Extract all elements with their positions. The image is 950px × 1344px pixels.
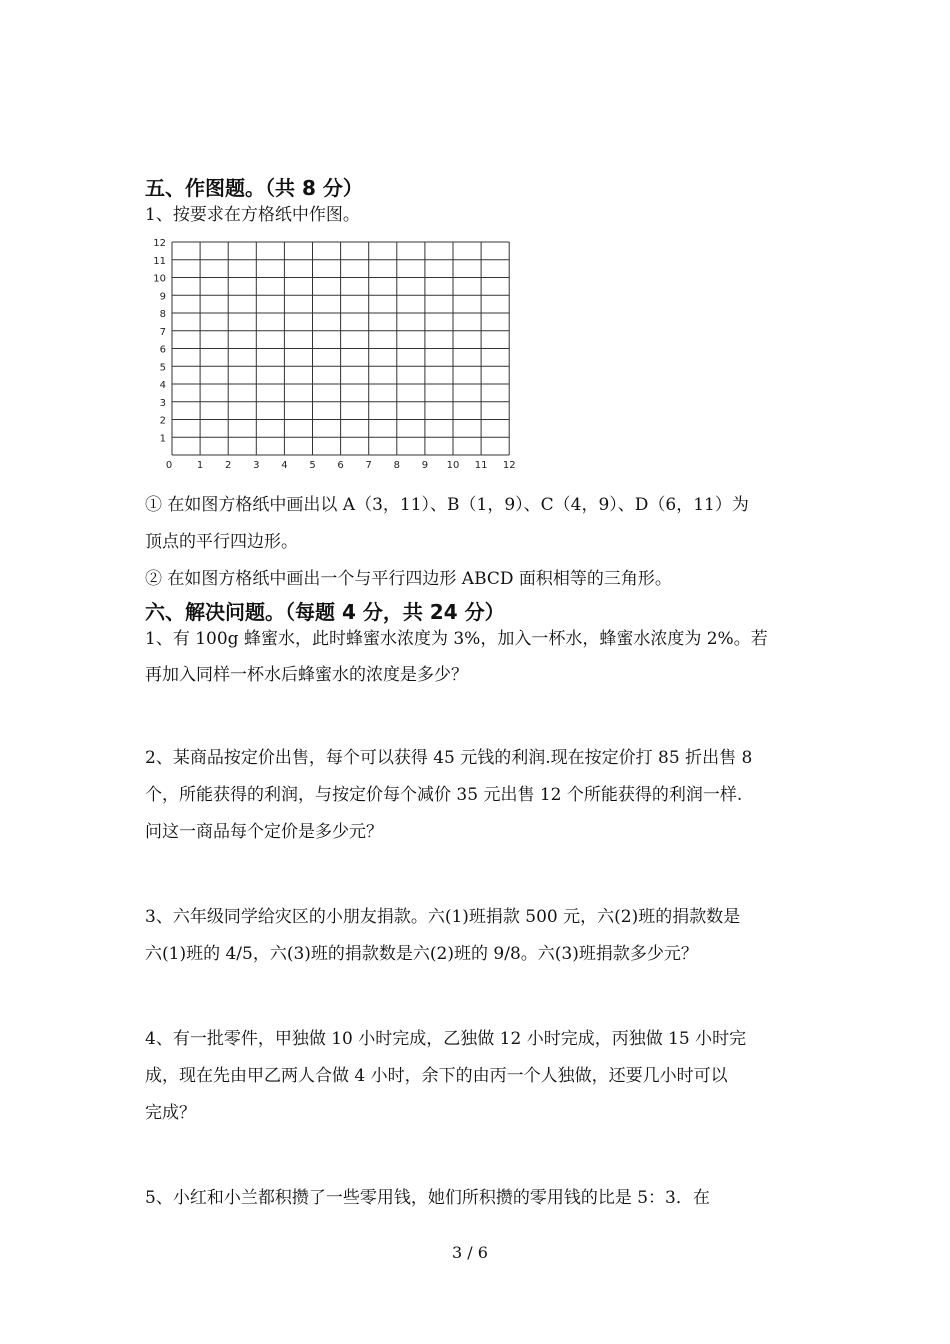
x-tick-label: 1 (196, 460, 204, 471)
y-tick-label: 2 (159, 415, 166, 427)
x-tick-label: 7 (365, 460, 372, 471)
x-tick-label: 6 (337, 460, 344, 471)
y-tick-label: 6 (159, 344, 166, 356)
section6-q4-line2: 成，现在先由甲乙两人合做 4 小时，余下的由丙一个人独做，还要几小时可以 (145, 1066, 728, 1086)
section6-q2-line2: 个，所能获得的利润，与按定价每个减价 35 元出售 12 个所能获得的利润一样. (145, 785, 743, 805)
x-tick-label: 9 (421, 460, 429, 471)
section6-q5-line1: 5、小红和小兰都积攒了一些零用钱，她们所积攒的零用钱的比是 5：3．在 (145, 1188, 710, 1208)
x-tick-label: 5 (309, 460, 316, 471)
y-tick-label: 8 (159, 309, 166, 320)
section5-heading: 五、作图题。（共 8 分） (145, 176, 363, 200)
y-tick-label: 3 (159, 397, 166, 409)
section6-q2-line1: 2、某商品按定价出售，每个可以获得 45 元钱的利润.现在按定价打 85 折出售 8 (145, 748, 753, 768)
x-tick-label: 11 (474, 460, 488, 471)
y-tick-label: 11 (153, 255, 166, 267)
section6-heading: 六、解决问题。（每题 4 分，共 24 分） (145, 600, 505, 624)
section6-q4-line3: 完成？ (145, 1103, 196, 1123)
section6-q2-line3: 问这一商品每个定价是多少元？ (145, 822, 383, 842)
section6-q1-line2: 再加入同样一杯水后蜂蜜水的浓度是多少？ (145, 665, 468, 685)
section6-q3-line1: 3、六年级同学给灾区的小朋友捐款。六(1)班捐款 500 元，六(2)班的捐款数是 (145, 907, 741, 927)
y-tick-label: 1 (159, 433, 166, 445)
y-tick-label: 9 (159, 291, 166, 303)
y-tick-label: 5 (159, 362, 166, 374)
section5-sub1-line1: ① 在如图方格纸中画出以 A（3，11）、B（1，9）、C（4，9）、D（6，11）为 (145, 495, 749, 515)
y-tick-label: 10 (153, 273, 166, 285)
x-tick-label: 3 (253, 460, 260, 471)
x-tick-label: 8 (393, 460, 400, 471)
section5-sub1-line2: 顶点的平行四边形。 (145, 532, 298, 552)
section6-q3-line2: 六(1)班的 4/5，六(3)班的捐款数是六(2)班的 9/8。六(3)班捐款多少元？ (145, 944, 698, 964)
page-number: 3 / 6 (452, 1243, 488, 1262)
x-tick-label: 2 (225, 460, 232, 471)
y-tick-label: 12 (153, 238, 166, 249)
y-tick-label: 4 (159, 380, 166, 391)
section6-q4-line1: 4、有一批零件，甲独做 10 小时完成，乙独做 12 小时完成，丙独做 15 小时完 (145, 1029, 747, 1049)
x-tick-label: 0 (165, 460, 173, 471)
section5-sub2: ② 在如图方格纸中画出一个与平行四边形 ABCD 面积相等的三角形。 (145, 569, 672, 589)
section6-q1-line1: 1、有 100g 蜂蜜水，此时蜂蜜水浓度为 3%，加入一杯水，蜂蜜水浓度为 2%。若 (145, 629, 768, 649)
x-tick-label: 10 (446, 460, 460, 471)
x-tick-label: 4 (281, 460, 288, 471)
coordinate-grid (145, 232, 525, 472)
x-tick-label: 12 (502, 460, 516, 471)
y-tick-label: 7 (159, 326, 166, 338)
section5-question1: 1、按要求在方格纸中作图。 (145, 205, 360, 225)
